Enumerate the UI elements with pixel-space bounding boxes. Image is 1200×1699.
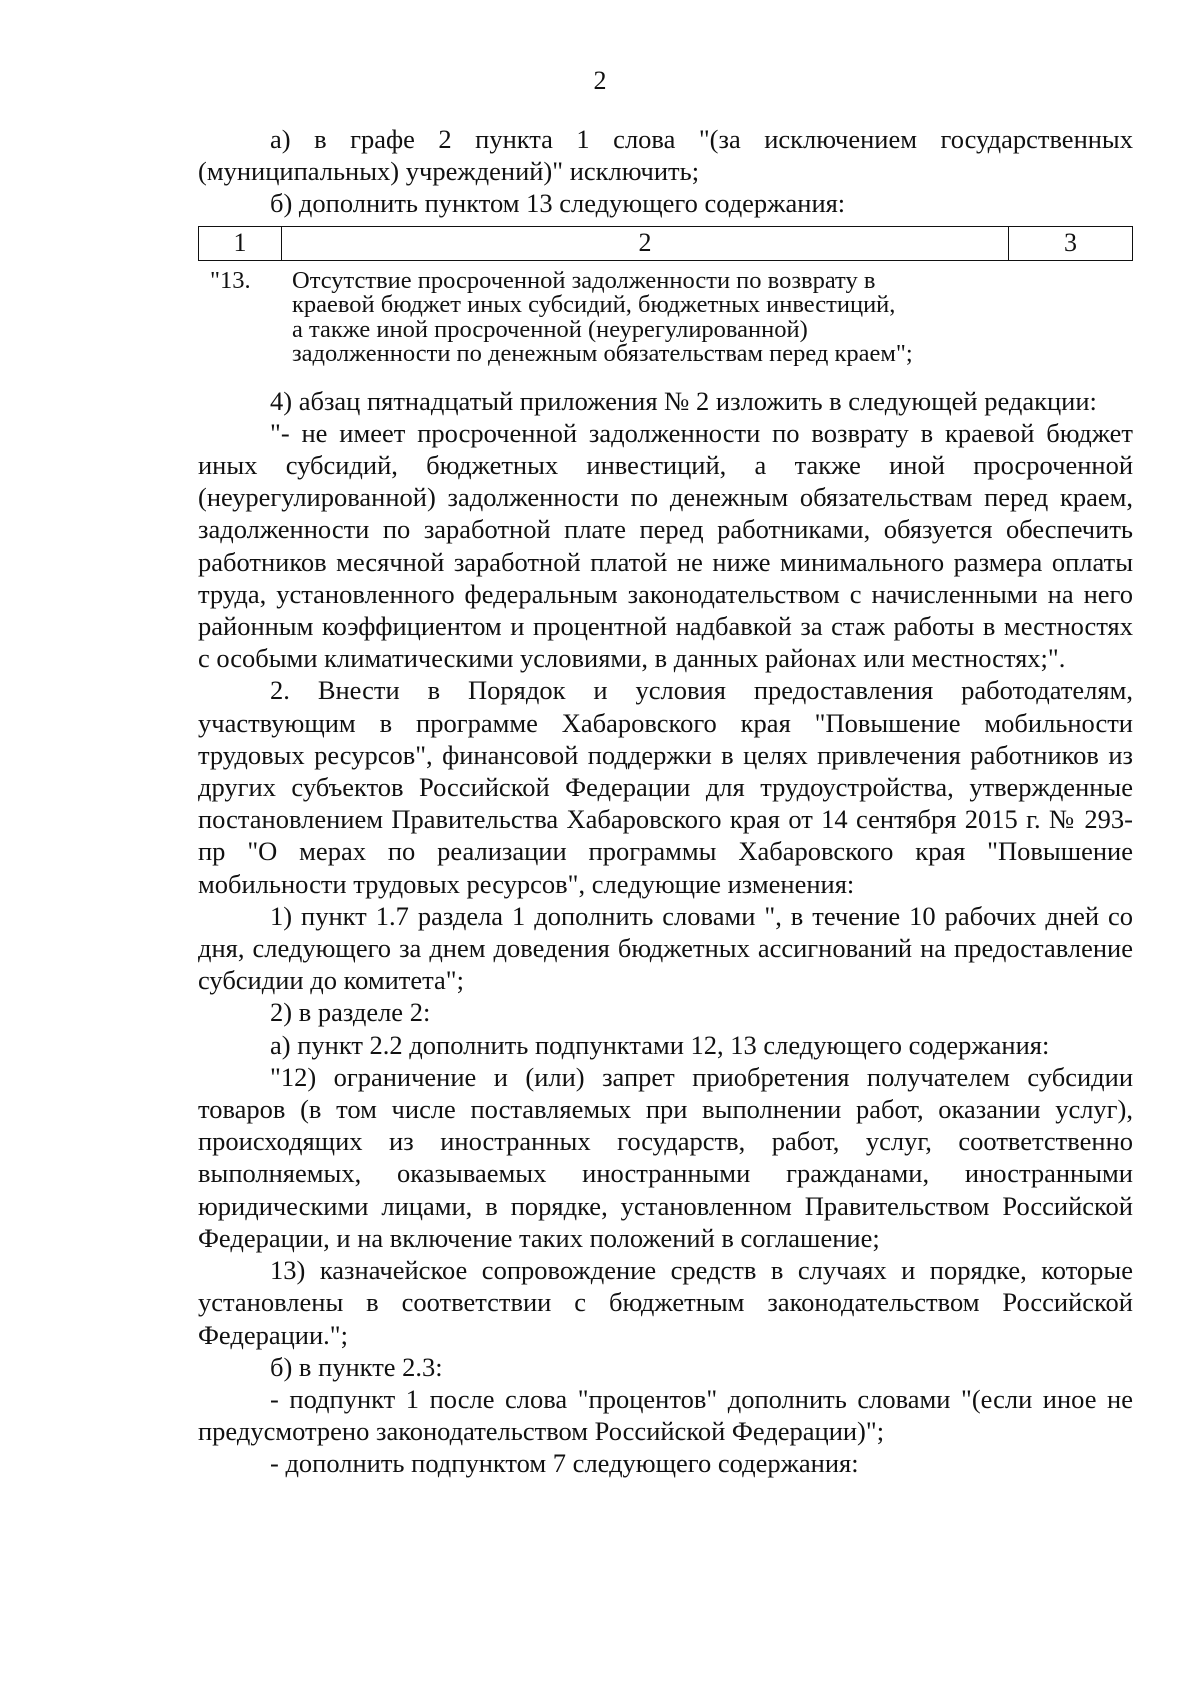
paragraph-12-ogranichenie: "12) ограничение и (или) запрет приобретения получателем субсидии товаров (в том числе поставляемых при выполнении работ, оказании услуг), происходящих из иностранных государств, работ, услуг, соответственно выполняемых, оказываемых иностранными гражданами, иностранными юридическими лицами, в порядке, установленном Правительством Российской Федерации, и на включение таких положений в соглашение; [198, 1061, 1133, 1253]
spacer [198, 367, 1133, 385]
paragraph-quote-ne-imeet: "- не имеет просроченной задолженности по возврату в краевой бюджет иных субсидий, бюджетных инвестиций, а также иной просроченной (неурегулированной) задолженности по денежным обязательствам перед краем, задолженности по заработной плате перед работниками, обязуется обеспечить работников месячной заработной платой не ниже минимального размера оплаты труда, установленного федеральным законодательством с начисленными на него районным коэффициентом и процентной надбавкой за стаж работы в местностях с особыми климатическими условиями, в данных районах или местностях;". [198, 417, 1133, 674]
row-text-line: Отсутствие просроченной задолженности по возврату в [292, 266, 876, 294]
table-header-cell-3: 3 [1064, 227, 1077, 257]
table-header-row [198, 226, 1133, 261]
row-text-line: задолженности по денежным обязательствам перед краем"; [292, 340, 913, 368]
row-number: "13. [210, 266, 251, 294]
table-header-cell-2: 2 [282, 227, 1009, 260]
paragraph-1-punkt-1-7: 1) пункт 1.7 раздела 1 дополнить словами ", в течение 10 рабочих дней со дня, следующего за днем доведения бюджетных ассигнований на предоставление субсидии до комитета"; [198, 900, 1133, 996]
paragraph-podpunkt-1: - подпункт 1 после слова "процентов" дополнить словами "(если иное не предусмотрено законодательством Российской Федерации)"; [198, 1383, 1133, 1447]
row-text-line: краевой бюджет иных субсидий, бюджетных инвестиций, [292, 291, 896, 319]
paragraph-2-v-razdele: 2) в разделе 2: [270, 997, 431, 1028]
paragraph-dopolnit-podpunktom-7: - дополнить подпунктом 7 следующего содержания: [270, 1448, 859, 1479]
paragraph-b-v-punkte-2-3: б) в пункте 2.3: [270, 1351, 443, 1382]
paragraph-b-dopolnit: б) дополнить пунктом 13 следующего содержания: [270, 188, 846, 219]
page-number: 2 [593, 66, 607, 95]
document-body [198, 123, 1133, 1480]
paragraph-a-grafa: а) в графе 2 пункта 1 слова "(за исключением государственных (муниципальных) учреждений)" исключить; [198, 124, 1133, 187]
row-text [292, 266, 1012, 368]
paragraph-4-abzac: 4) абзац пятнадцатый приложения № 2 изложить в следующей редакции: [270, 385, 1097, 416]
paragraph-2-vnesti: 2. Внести в Порядок и условия предоставления работодателям, участвующим в программе Хабаровского края "Повышение мобильности трудовых ресурсов", финансовой поддержки в целях привлечения работников из других субъектов Российской Федерации для трудоустройства, утвержденные постановлением Правительства Хабаровского края от 14 сентября 2015 г. № 293-пр "О мерах по реализации программы Хабаровского края "Повышение мобильности трудовых ресурсов", следующие изменения: [198, 675, 1133, 899]
table-header-cell-1: 1 [199, 227, 282, 260]
table-row-13 [198, 266, 1133, 368]
paragraph-13-kaznacheyskoe: 13) казначейское сопровождение средств в случаях и порядке, которые установлены в соответствии с бюджетным законодательством Российской Федерации."; [198, 1255, 1133, 1350]
row-text-line: а также иной просроченной (неурегулированной) [292, 315, 808, 343]
paragraph-a-punkt-2-2: а) пункт 2.2 дополнить подпунктами 12, 13 следующего содержания: [270, 1029, 1050, 1060]
